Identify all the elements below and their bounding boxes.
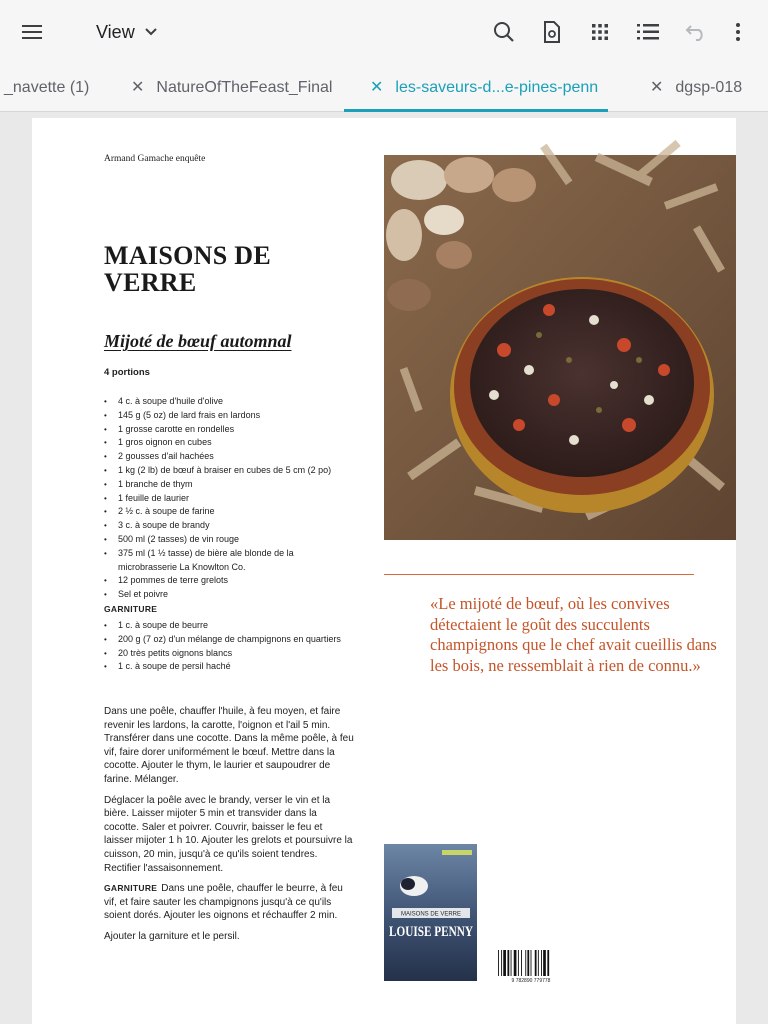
close-icon[interactable]: ✕ <box>131 79 145 96</box>
list-item: • 12 pommes de terre grelots <box>104 574 354 588</box>
list-item: • Sel et poivre <box>104 588 354 602</box>
quote-rule <box>384 574 694 575</box>
search-icon <box>493 21 515 43</box>
pull-quote: «Le mijoté de bœuf, où les convives détectaient le goût des succulents champignons que le chef avait cueillis dans les bois, ne ressemblait à rien de connu.» <box>430 594 717 676</box>
cover-author: LOUISE PENNY <box>389 924 474 940</box>
list-item: • 1 branche de thym <box>104 478 354 492</box>
instruction-paragraph: Déglacer la poêle avec le brandy, verser le vin et la bière. Laisser mijoter 5 min et transvider dans la cocotte. Saler et poivrer. Couvrir, baisser le feu et laisser mijoter 1 h 10. Ajouter les grelots et poursuivre la cuisson, 20 min, jusqu'à ce qu'ils soient tendres. Rectifier l'assaisonnement. <box>104 794 353 874</box>
tab-label: dgsp-018 <box>675 79 743 96</box>
menu-icon <box>22 24 42 40</box>
barcode-image <box>494 948 568 984</box>
garniture-step-text: Dans une poêle, chauffer le beurre, à feu vif, et faire sauter les champignons jusqu'à ce qu'ils soient dorés. Ajouter les oignons et réchauffer 2 min. <box>104 883 343 922</box>
list-item: • 500 ml (2 tasses) de vin rouge <box>104 533 354 547</box>
list-item: • 1 grosse carotte en rondelles <box>104 423 354 437</box>
tab-les-saveurs[interactable] <box>344 64 608 112</box>
tab-navette[interactable] <box>4 64 89 112</box>
tab-label: _navette (1) <box>4 79 90 96</box>
instruction-paragraph <box>104 882 354 923</box>
barcode-digits: 9 782890 779778 <box>511 978 551 984</box>
more-vert-icon <box>735 22 741 42</box>
garniture-step-label: GARNITURE <box>104 883 158 894</box>
list-item: • 1 c. à soupe de persil haché <box>104 660 354 674</box>
list-item: • 200 g (7 oz) d'un mélange de champignons en quartiers <box>104 633 354 647</box>
tab-dgsp[interactable] <box>650 64 742 112</box>
document-tabs <box>0 64 768 112</box>
chapter-title: MAISONS DE VERRE <box>104 241 271 297</box>
list-item: • 1 gros oignon en cubes <box>104 436 354 450</box>
list-item: • 4 c. à soupe d'huile d'olive <box>104 395 354 409</box>
list-item: • 375 ml (1 ½ tasse) de bière ale blonde de la microbrasserie La Knowlton Co. <box>104 547 354 575</box>
garniture-list <box>104 619 354 674</box>
list-item: • 2 ½ c. à soupe de farine <box>104 505 354 519</box>
ingredient-list <box>104 395 354 602</box>
list-icon <box>637 23 659 41</box>
list-item: • 1 c. à soupe de beurre <box>104 619 354 633</box>
list-item: • 1 kg (2 lb) de bœuf à braiser en cubes de 5 cm (2 po) <box>104 464 354 478</box>
document-search-button[interactable] <box>532 12 572 52</box>
close-icon[interactable]: ✕ <box>650 79 664 96</box>
cover-series-title: MAISONS DE VERRE <box>400 911 462 918</box>
instruction-paragraph: Dans une poêle, chauffer l'huile, à feu moyen, et faire revenir les lardons, la carotte, l'oignon et l'ail 5 min. Transférer dans une cocotte. Dans la même poêle, à feu vif, faire dorer uniformément le bœuf. Mettre dans la cocotte. Ajouter le thym, le laurier et saupoudrer de farine. Mélanger. <box>104 706 354 785</box>
list-item: • 2 gousses d'ail hachées <box>104 450 354 464</box>
tab-label: les-saveurs-d...e-pines-penn <box>395 79 599 96</box>
search-button[interactable] <box>484 12 524 52</box>
view-dropdown[interactable] <box>86 14 167 50</box>
tab-nature-of-the-feast[interactable] <box>131 64 332 112</box>
undo-icon <box>685 23 707 41</box>
view-label: View <box>96 21 135 42</box>
chevron-down-icon <box>145 28 157 36</box>
stew-photo <box>384 155 736 540</box>
document-search-icon <box>543 21 561 43</box>
book-cover-image <box>384 844 477 981</box>
recipe-title: Mijoté de bœuf automnal <box>104 331 292 351</box>
more-options-button[interactable] <box>718 12 758 52</box>
garniture-heading: GARNITURE <box>104 604 158 614</box>
instruction-paragraph: Ajouter la garniture et le persil. <box>104 930 240 942</box>
running-head: Armand Gamache enquête <box>104 154 206 164</box>
tab-label: NatureOfTheFeast_Final <box>156 79 333 96</box>
apps-grid-icon <box>591 23 609 41</box>
portions: 4 portions <box>104 367 150 378</box>
apps-grid-button[interactable] <box>580 12 620 52</box>
list-item: • 1 feuille de laurier <box>104 492 354 506</box>
list-item: • 3 c. à soupe de brandy <box>104 519 354 533</box>
list-item: • 20 très petits oignons blancs <box>104 647 354 661</box>
menu-button[interactable] <box>12 14 52 50</box>
document-page <box>32 118 736 1024</box>
list-view-button[interactable] <box>628 12 668 52</box>
close-icon[interactable]: ✕ <box>370 79 384 96</box>
instructions <box>104 705 354 951</box>
undo-button[interactable] <box>676 12 716 52</box>
list-item: • 145 g (5 oz) de lard frais en lardons <box>104 409 354 423</box>
app-toolbar <box>0 0 768 64</box>
